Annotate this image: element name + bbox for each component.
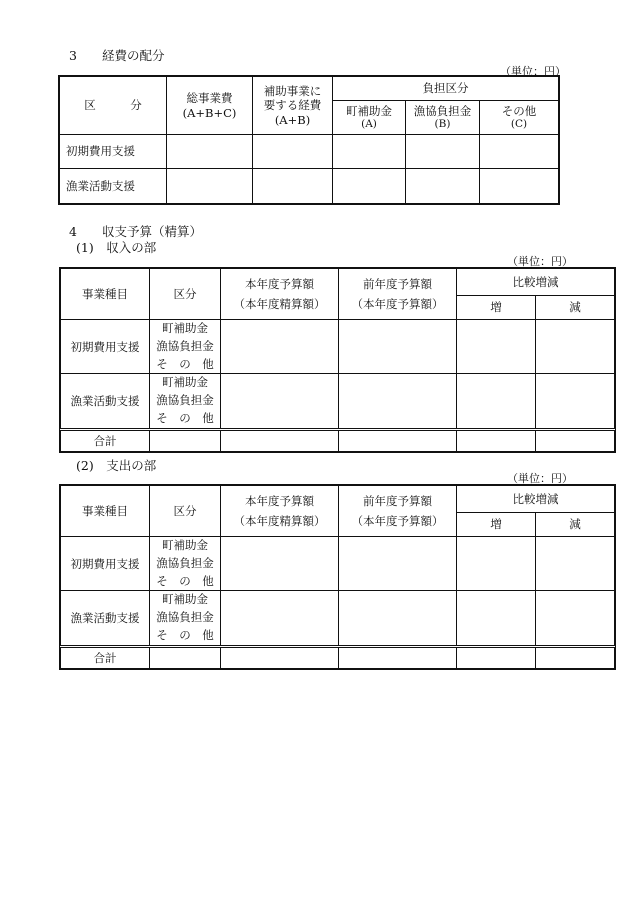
cell-empty <box>457 320 536 374</box>
cell-empty <box>150 429 221 451</box>
cell-empty <box>333 169 406 204</box>
cell-empty <box>457 591 536 646</box>
header-increase: 増 <box>457 296 536 320</box>
total-label: 合計 <box>61 646 150 668</box>
header-compare: 比較増減 <box>457 486 615 513</box>
source-list: 町補助金 漁協負担金 そ の 他 <box>150 537 221 591</box>
cell-empty <box>536 374 615 429</box>
header-total-cost: 総事業費 (A+B+C) <box>167 77 253 135</box>
header-compare: 比較増減 <box>457 269 615 296</box>
header-town-subsidy: 町補助金 (A) <box>333 101 406 135</box>
cell-empty <box>457 374 536 429</box>
table-row <box>61 537 615 591</box>
header-kubun: 区 分 <box>60 77 167 135</box>
cell-empty <box>339 374 457 429</box>
header-prev-year: 前年度予算額 （本年度予算額） <box>339 269 457 320</box>
cell-empty <box>253 135 333 169</box>
cell-empty <box>406 169 480 204</box>
header-prev-year: 前年度予算額 （本年度予算額） <box>339 486 457 537</box>
expense-allocation-table <box>59 76 559 204</box>
expense-unit: （単位：円） <box>507 472 573 485</box>
cell-empty <box>536 320 615 374</box>
table-row <box>60 169 559 204</box>
cell-empty <box>480 135 559 169</box>
header-other: その他 (C) <box>480 101 559 135</box>
row-label: 初期費用支援 <box>60 135 167 169</box>
total-label: 合計 <box>61 429 150 451</box>
table-row <box>61 374 615 429</box>
cell-empty <box>167 169 253 204</box>
cell-empty <box>221 374 339 429</box>
cell-empty <box>333 135 406 169</box>
cell-empty <box>536 537 615 591</box>
cell-empty <box>480 169 559 204</box>
cell-empty <box>457 537 536 591</box>
income-table <box>60 268 615 452</box>
income-unit: （単位：円） <box>507 255 573 268</box>
row-label: 初期費用支援 <box>61 320 150 374</box>
cell-empty <box>536 646 615 668</box>
income-heading: (1) 収入の部 <box>76 240 157 255</box>
cell-empty <box>339 591 457 646</box>
header-kubun: 区分 <box>150 269 221 320</box>
cell-empty <box>457 429 536 451</box>
cell-empty <box>339 429 457 451</box>
cell-empty <box>167 135 253 169</box>
header-decrease: 減 <box>536 296 615 320</box>
expense-table <box>60 485 615 669</box>
row-label: 漁業活動支援 <box>61 591 150 646</box>
header-jigyo: 事業種目 <box>61 486 150 537</box>
source-list: 町補助金 漁協負担金 そ の 他 <box>150 591 221 646</box>
header-decrease: 減 <box>536 513 615 537</box>
header-jigyo: 事業種目 <box>61 269 150 320</box>
row-label: 漁業活動支援 <box>61 374 150 429</box>
section4-heading: 4 収支予算（精算） <box>69 224 202 239</box>
row-label: 漁業活動支援 <box>60 169 167 204</box>
section3-unit: （単位：円） <box>500 65 566 78</box>
row-label: 初期費用支援 <box>61 537 150 591</box>
cell-empty <box>536 591 615 646</box>
cell-empty <box>406 135 480 169</box>
cell-empty <box>221 646 339 668</box>
cell-empty <box>536 429 615 451</box>
cell-empty <box>221 591 339 646</box>
header-this-year: 本年度予算額 （本年度精算額） <box>221 269 339 320</box>
table-row <box>60 135 559 169</box>
cell-empty <box>221 320 339 374</box>
header-burden: 負担区分 <box>333 77 559 101</box>
source-list: 町補助金 漁協負担金 そ の 他 <box>150 374 221 429</box>
cell-empty <box>457 646 536 668</box>
header-increase: 増 <box>457 513 536 537</box>
source-list: 町補助金 漁協負担金 そ の 他 <box>150 320 221 374</box>
header-coop-burden: 漁協負担金 (B) <box>406 101 480 135</box>
table-row <box>61 320 615 374</box>
table-row <box>61 591 615 646</box>
cell-empty <box>339 646 457 668</box>
section3-heading: 3 経費の配分 <box>69 48 165 63</box>
cell-empty <box>221 429 339 451</box>
cell-empty <box>221 537 339 591</box>
total-row <box>61 429 615 451</box>
cell-empty <box>339 537 457 591</box>
header-this-year: 本年度予算額 （本年度精算額） <box>221 486 339 537</box>
header-kubun: 区分 <box>150 486 221 537</box>
header-subsidy-cost: 補助事業に 要する経費 (A+B) <box>253 77 333 135</box>
expense-heading: (2) 支出の部 <box>76 458 157 473</box>
cell-empty <box>150 646 221 668</box>
cell-empty <box>339 320 457 374</box>
total-row <box>61 646 615 668</box>
cell-empty <box>253 169 333 204</box>
